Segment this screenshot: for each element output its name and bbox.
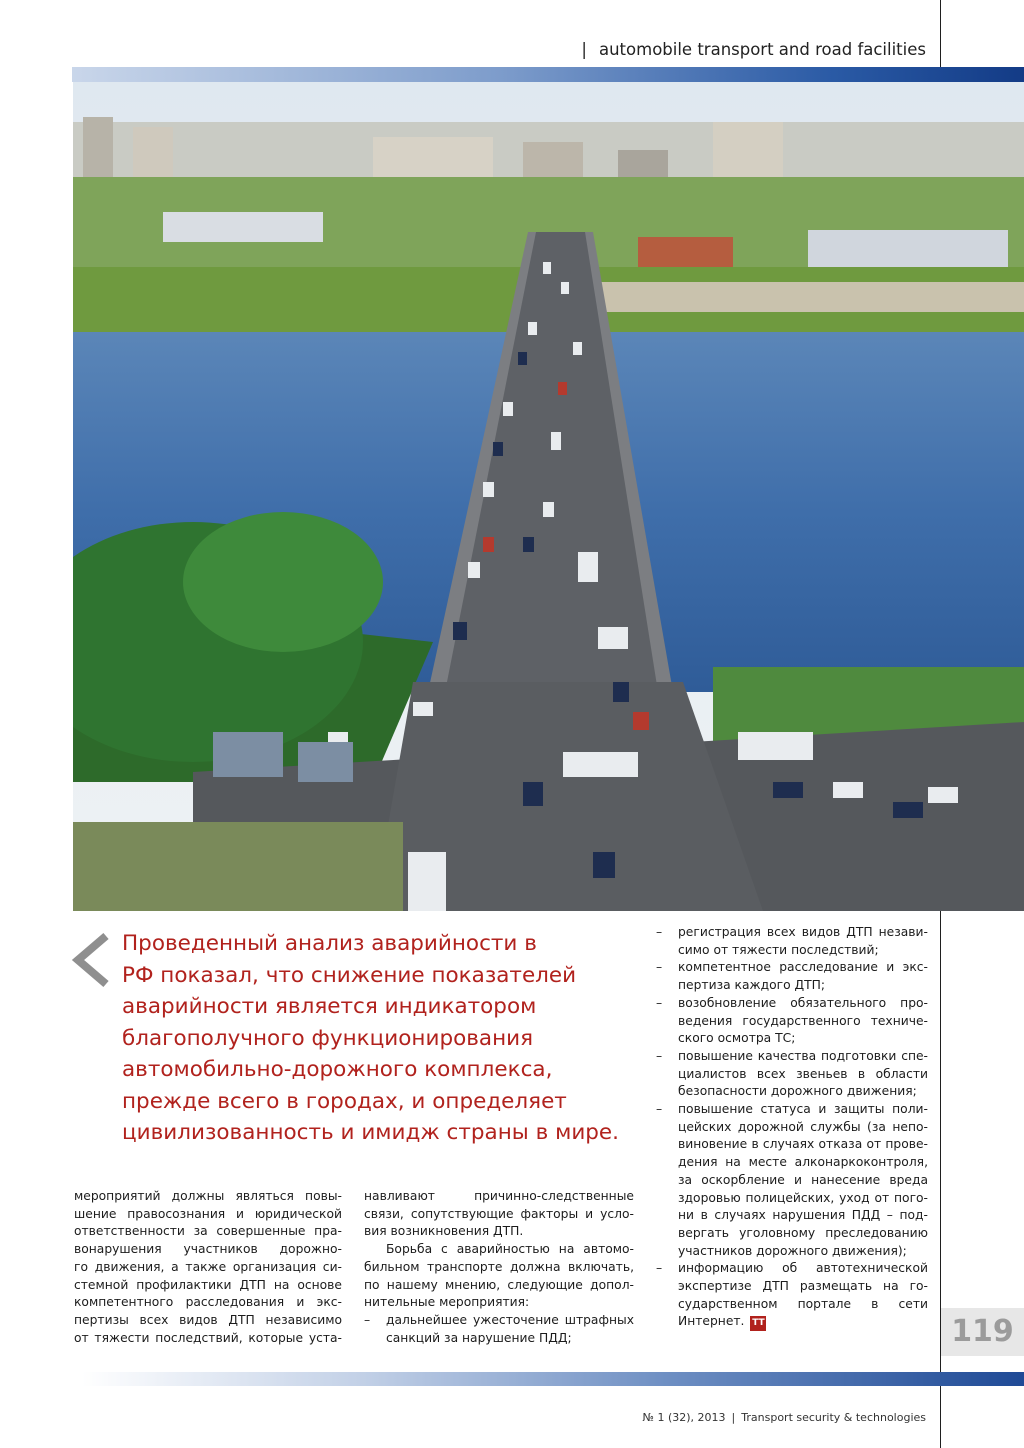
list-item-line: дальнейшее ужесточение штрафных [386,1312,634,1327]
header-color-band [72,67,1024,82]
pull-quote-line: благополучного функционирования [122,1025,534,1051]
list-item-line: пертиза каждого ДТП; [678,978,826,993]
body-line: го движения, а также организация си- [74,1259,342,1274]
page-number: 119 [941,1308,1024,1356]
pull-quote-line: прежде всего в городах, и определяет [122,1088,567,1114]
photo-illustration [73,82,1024,911]
list-item-line: безопасности дорожного движения; [678,1084,917,1099]
bridge-traffic-photo [73,82,1024,911]
list-item-line: циалистов всех звеньев в области [678,1066,928,1081]
list-item-line: санкций за нарушение ПДД; [386,1330,572,1345]
body-line: связи, сопутствующие факторы и усло- [364,1206,634,1221]
body-line: по нашему мнению, следующие допол- [364,1277,634,1292]
section-header [581,40,926,59]
journal-title: Transport security & technologies [741,1411,926,1424]
body-line: Борьба с аварийностью на автомо- [386,1242,634,1257]
body-column-1 [74,1188,342,1347]
section-title: automobile transport and road facilities [598,40,926,59]
list-item-text: Интернет. [678,1314,745,1329]
list-item-line: вергать уголовному преследованию [678,1225,928,1240]
list-item-line: симо от тяжести последствий; [678,942,879,957]
list-item [364,1312,634,1347]
list-item-line: информацию об автотехнической [678,1261,928,1276]
pull-quote-line: аварийности является индикатором [122,994,537,1019]
list-item-line: за оскорбление и нанесение вреда [678,1172,928,1187]
pull-quote-line: РФ показал, что снижение показателей [122,962,577,988]
list-item [656,995,928,1048]
footer-info [643,1411,926,1424]
list-dash: – [656,1261,663,1276]
list-item-line: повышение статуса и защиты поли- [678,1102,928,1117]
body-line: компетентного расследования и экс- [74,1295,342,1310]
list-dash: – [364,1312,371,1327]
pull-quote-line: цивилизованность и имидж страны в мире. [122,1120,619,1145]
list-item-line: дения на месте алконаркоконтроля, [678,1155,928,1170]
list-item-line: виновение в случаях отказа от прове- [678,1137,928,1152]
body-column-2 [364,1188,634,1347]
list-item-line: повышение качества подготовки спе- [678,1048,928,1063]
body-line: шение правосознания и юридической [74,1206,342,1221]
body-line: пертизы всех видов ДТП независимо [74,1312,342,1327]
list-dash: – [656,995,663,1010]
body-line: ответственности за совершенные пра- [74,1224,342,1239]
list-item-line: возобновление обязательного про- [678,995,928,1010]
list-item-line: ни в случаях нарушения ПДД – под- [678,1208,928,1223]
pull-quote-line: Проведенный анализ аварийности в [122,931,537,956]
list-item-line: здоровью полицейских, уход от пого- [678,1190,928,1205]
list-item [656,959,928,994]
footer-separator: | [731,1411,736,1424]
pull-quote-line: автомобильно-дорожного комплекса, [122,1057,553,1082]
list-dash: – [656,1048,663,1063]
list-item-line: компетентное расследование и экс- [678,960,928,975]
tt-logo-icon: TT [750,1316,766,1331]
list-dash: – [656,925,663,939]
pull-quote [122,928,642,1149]
list-item-line: ведения государственного техниче- [678,1013,928,1028]
body-line: вонарушения участников дорожно- [74,1242,342,1257]
body-line: нительные мероприятия: [364,1295,530,1310]
list-item-line: экспертизе ДТП размещать на го- [678,1279,928,1294]
body-line: стемной профилактики ДТП на основе [74,1277,342,1292]
quote-chevron-icon [68,932,114,988]
issue-number: № 1 (32), 2013 [642,1411,726,1424]
list-item [656,1101,928,1260]
list-dash: – [656,1102,663,1117]
header-separator: | [581,40,587,59]
list-item-line: цейских дорожной службы (за непо- [678,1119,928,1134]
body-line: навливают причинно-следственные [364,1189,634,1203]
body-line: от тяжести последствий, которые уста- [74,1330,342,1345]
body-line: бильном транспорте должна включать, [364,1259,634,1274]
list-item-line-last [678,1313,928,1331]
list-item [656,924,928,959]
body-line: вия возникновения ДТП. [364,1224,524,1239]
list-item-line: участников дорожного движения); [678,1243,907,1258]
footer-color-band [0,1372,1024,1386]
list-item-line: ского осмотра ТС; [678,1031,796,1046]
list-item [656,1260,928,1331]
list-item-line: регистрация всех видов ДТП незави- [678,925,928,939]
list-dash: – [656,960,663,975]
body-line: мероприятий должны являться повы- [74,1189,342,1203]
list-item [656,1048,928,1101]
body-column-3 [656,924,928,1331]
list-item-line: сударственном портале в сети [678,1296,928,1311]
